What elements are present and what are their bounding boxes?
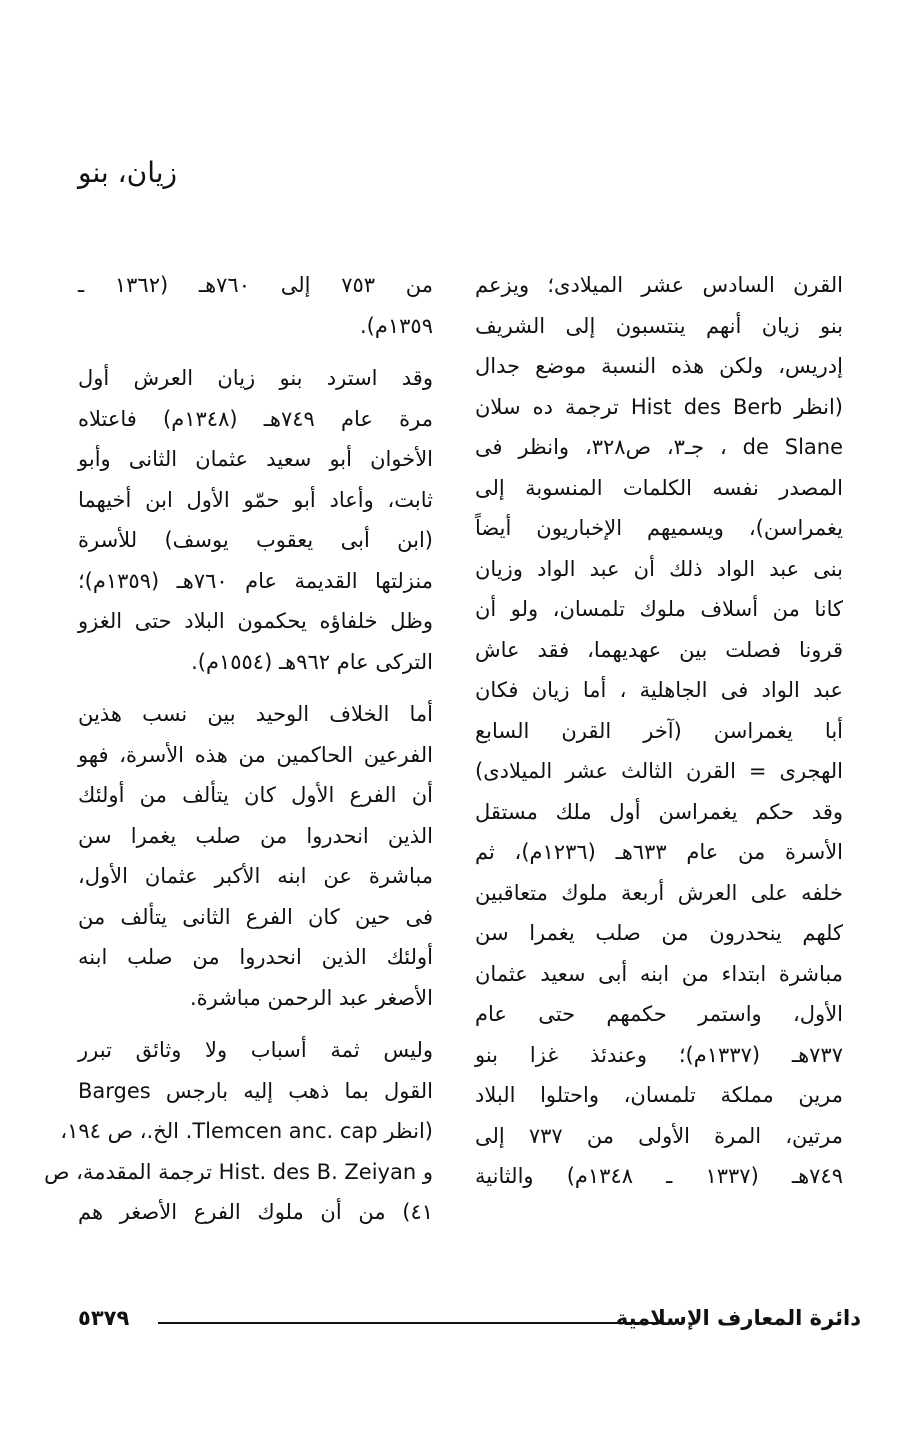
text-line: الأصغر عبد الرحمن مباشرة. — [189, 985, 433, 1010]
text-line: وليس ثمة أسباب ولا وثائق تبرر — [78, 1038, 433, 1062]
text-line: عبد الواد فى الجاهلية ، أما زيان فكان — [475, 678, 843, 702]
text-line: قرونا فصلت بين عهديهما، فقد عاش — [475, 637, 843, 662]
paragraph — [78, 694, 433, 1018]
left-column — [44, 265, 433, 1275]
text-line: أولئك الذين انحدروا من صلب ابنه — [78, 945, 433, 969]
text-line: و Hist. des B. Zeiyan ترجمة المقدمة، ص — [44, 1159, 433, 1184]
text-line: الهجرى = القرن الثالث عشر الميلادى) — [475, 759, 843, 783]
text-line: ٤١) من أن ملوك الفرع الأصغر هم — [78, 1200, 433, 1224]
text-line: وقد حكم يغمراسن أول ملك مستقل — [475, 799, 843, 824]
text-line: أما الخلاف الوحيد بين نسب هذين — [78, 702, 433, 726]
right-column — [475, 265, 843, 1275]
text-line: ٧٤٩هـ (١٣٣٧ ـ ١٣٤٨م) والثانية — [475, 1164, 843, 1188]
text-line: الأخوان أبو سعيد عثمان الثانى وأبو — [78, 447, 433, 471]
text-line: التركى عام ٩٦٢هـ (١٥٥٤م). — [191, 649, 433, 674]
paragraph — [475, 265, 843, 1197]
text-line: يغمراسن)، ويسميهم الإخباريون أيضاً — [475, 516, 843, 540]
text-line: مباشرة ابتداء من ابنه أبى سعيد عثمان — [475, 961, 843, 986]
text-line: مباشرة عن ابنه الأكبر عثمان الأول، — [78, 864, 433, 888]
footer-rule — [158, 1322, 661, 1324]
text-line: الأسرة من عام ٦٣٣هـ (١٢٣٦م)، ثم — [475, 840, 844, 864]
paragraph — [78, 358, 433, 682]
text-line: إدريس، ولكن هذه النسبة موضع جدال — [475, 354, 843, 378]
text-line: de Slane ، جـ٣، ص٣٢٨، وانظر فى — [475, 435, 844, 459]
text-line: مرة عام ٧٤٩هـ (١٣٤٨م) فاعتلاه — [78, 406, 433, 431]
text-line: الفرعين الحاكمين من هذه الأسرة، فهو — [78, 742, 433, 767]
text-line: الأول، واستمر حكمهم حتى عام — [475, 1002, 843, 1026]
text-line: فى حين كان الفرع الثانى يتألف من — [78, 904, 433, 929]
text-line: القول بما ذهب إليه بارجس Barges — [78, 1078, 433, 1103]
text-line: ٧٣٧هـ (١٣٣٧م)؛ وعندئذ غزا بنو — [475, 1042, 843, 1067]
text-line: أن الفرع الأول كان يتألف من أولئك — [78, 783, 433, 807]
text-line: (انظر Hist des Berb ترجمة ده سلان — [475, 394, 843, 419]
text-line: أبا يغمراسن (آخر القرن السابع — [475, 718, 843, 743]
paragraph — [44, 1030, 433, 1233]
text-line: وظل خلفاؤه يحكمون البلاد حتى الغزو — [78, 609, 433, 633]
footer-journal-title: دائرة المعارف الإسلامية — [615, 1306, 861, 1330]
text-line: كانا من أسلاف ملوك تلمسان، ولو أن — [475, 597, 843, 621]
text-line: بنى عبد الواد ذلك أن عبد الواد وزيان — [475, 556, 843, 581]
page-number: ٥٣٧٩ — [78, 1306, 130, 1330]
text-line: من ٧٥٣ إلى ٧٦٠هـ (١٣٦٢ ـ — [78, 273, 433, 297]
text-line: كلهم ينحدرون من صلب يغمرا سن — [475, 921, 843, 945]
text-line: منزلتها القديمة عام ٧٦٠هـ (١٣٥٩م)؛ — [78, 568, 433, 593]
text-line: القرن السادس عشر الميلادى؛ ويزعم — [475, 273, 843, 297]
text-line: ١٣٥٩م). — [360, 313, 433, 338]
text-line: ثابت، وأعاد أبو حمّو الأول ابن أخيهما — [78, 487, 433, 512]
text-line: بنو زيان أنهم ينتسبون إلى الشريف — [475, 313, 843, 338]
text-line: وقد استرد بنو زيان العرش أول — [78, 366, 433, 390]
article-title: زيان، بنو — [78, 156, 178, 189]
text-line: خلفه على العرش أربعة ملوك متعاقبين — [475, 880, 843, 905]
page-footer — [78, 1300, 861, 1350]
text-line: الذين انحدروا من صلب يغمرا سن — [78, 823, 433, 848]
text-line: (انظر Tlemcen anc. cap. الخ.، ص ١٩٤، — [60, 1119, 433, 1143]
text-line: مرتين، المرة الأولى من ٧٣٧ إلى — [475, 1123, 843, 1148]
paragraph — [78, 265, 433, 346]
text-line: المصدر نفسه الكلمات المنسوبة إلى — [475, 475, 843, 500]
text-line: مرين مملكة تلمسان، واحتلوا البلاد — [475, 1083, 843, 1107]
text-line: (ابن أبى يعقوب يوسف) للأسرة — [78, 528, 433, 552]
